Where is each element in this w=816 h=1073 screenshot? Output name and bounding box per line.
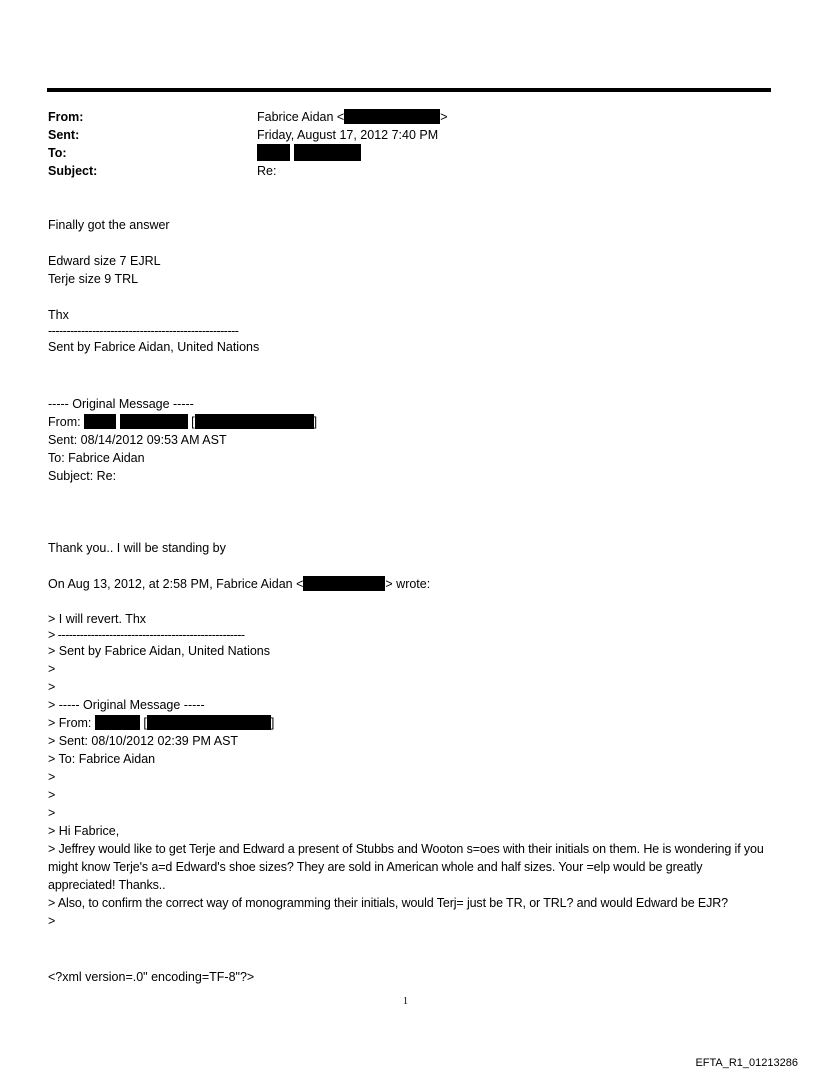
from-row — [48, 108, 768, 126]
subject-row — [48, 162, 768, 180]
redaction-box — [120, 414, 188, 429]
quoted-paragraph: > Also, to confirm the correct way of monogramming their initials, would Terj= just be TR, or TRL? and would Edward be EJR? — [48, 896, 729, 910]
quoted-line: > Hi Fabrice, — [48, 824, 120, 838]
quoted-line: > — [48, 662, 56, 676]
xml-line: <?xml version=.0" encoding=TF-8"?> — [48, 970, 255, 984]
to-row — [48, 144, 768, 162]
redaction-box — [84, 414, 116, 429]
quoted-message — [48, 610, 772, 930]
redaction-box — [257, 144, 290, 161]
quoted-paragraph: > Jeffrey would like to get Terje and Edward a present of Stubbs and Wooton s=oes with their initials on them. He is wondering if you might know Terje's a=d Edward's shoe sizes? They are sold in American whole and half sizes. Your =elp would be greatly appreciated! Thanks.. — [48, 842, 764, 892]
redaction-box — [344, 109, 440, 124]
sent-label: Sent: — [48, 128, 80, 142]
to-label: To: — [48, 146, 67, 160]
quoted-line: > To: Fabrice Aidan — [48, 752, 156, 766]
quoted-line: > Sent by Fabrice Aidan, United Nations — [48, 644, 271, 658]
body-line: Thx — [48, 308, 69, 322]
from-tail: > — [440, 110, 448, 124]
orig-subject-line: Subject: Re: — [48, 469, 117, 483]
original-message-title: ----- Original Message ----- — [48, 397, 194, 411]
body-line: Finally got the answer — [48, 218, 170, 232]
quoted-line: > ----- Original Message ----- — [48, 698, 205, 712]
from-name: Fabrice Aidan < — [257, 110, 345, 124]
redaction-box — [95, 715, 140, 730]
redaction-box — [294, 144, 361, 161]
bracket-open: [ — [143, 716, 147, 730]
sent-row — [48, 126, 768, 144]
separator: ---------------------------------------------------- — [48, 324, 239, 338]
original-message-1 — [48, 395, 772, 485]
wrote-prefix: On Aug 13, 2012, at 2:58 PM, Fabrice Aidan < — [48, 577, 304, 591]
orig-from-line — [48, 413, 772, 431]
orig-sent-line: Sent: 08/14/2012 09:53 AM AST — [48, 433, 227, 447]
to-value — [257, 144, 361, 163]
email-header — [48, 108, 768, 180]
quoted-line: > — [48, 788, 56, 802]
page-number: 1 — [403, 996, 408, 1007]
quoted-line: > Sent: 08/10/2012 02:39 PM AST — [48, 734, 239, 748]
bracket-close: ] — [313, 415, 318, 429]
body-line: Terje size 9 TRL — [48, 272, 139, 286]
message-body — [48, 216, 772, 356]
redaction-box — [147, 715, 271, 730]
quoted-line: > I will revert. Thx — [48, 612, 147, 626]
subject-value: Re: — [257, 164, 277, 178]
body-line: Edward size 7 EJRL — [48, 254, 161, 268]
redaction-box — [195, 414, 314, 429]
orig-to-line: To: Fabrice Aidan — [48, 451, 145, 465]
reply-thanks: Thank you.. I will be standing by — [48, 541, 226, 555]
signature: Sent by Fabrice Aidan, United Nations — [48, 340, 260, 354]
redaction-box — [303, 576, 385, 591]
from-label: From: — [48, 110, 84, 124]
wrote-suffix: > wrote: — [385, 577, 431, 591]
quoted-line: > — [48, 914, 56, 928]
header-rule — [47, 88, 771, 92]
orig-from-label: From: — [48, 415, 81, 429]
quoted-line: > — [48, 680, 56, 694]
quoted-from-label: > From: — [48, 716, 92, 730]
bracket-open: [ — [191, 415, 195, 429]
quoted-from-line — [48, 714, 772, 732]
reply-wrote-line — [48, 575, 772, 593]
sent-value: Friday, August 17, 2012 7:40 PM — [257, 128, 439, 142]
xml-line-block — [48, 968, 772, 986]
bracket-close: ] — [270, 716, 275, 730]
quoted-separator: > --------------------------------------------------- — [48, 628, 245, 642]
reply-block — [48, 539, 772, 593]
subject-label: Subject: — [48, 164, 98, 178]
from-value — [257, 108, 448, 126]
quoted-line: > — [48, 806, 56, 820]
document-id: EFTA_R1_01213286 — [695, 1057, 798, 1069]
quoted-line: > — [48, 770, 56, 784]
